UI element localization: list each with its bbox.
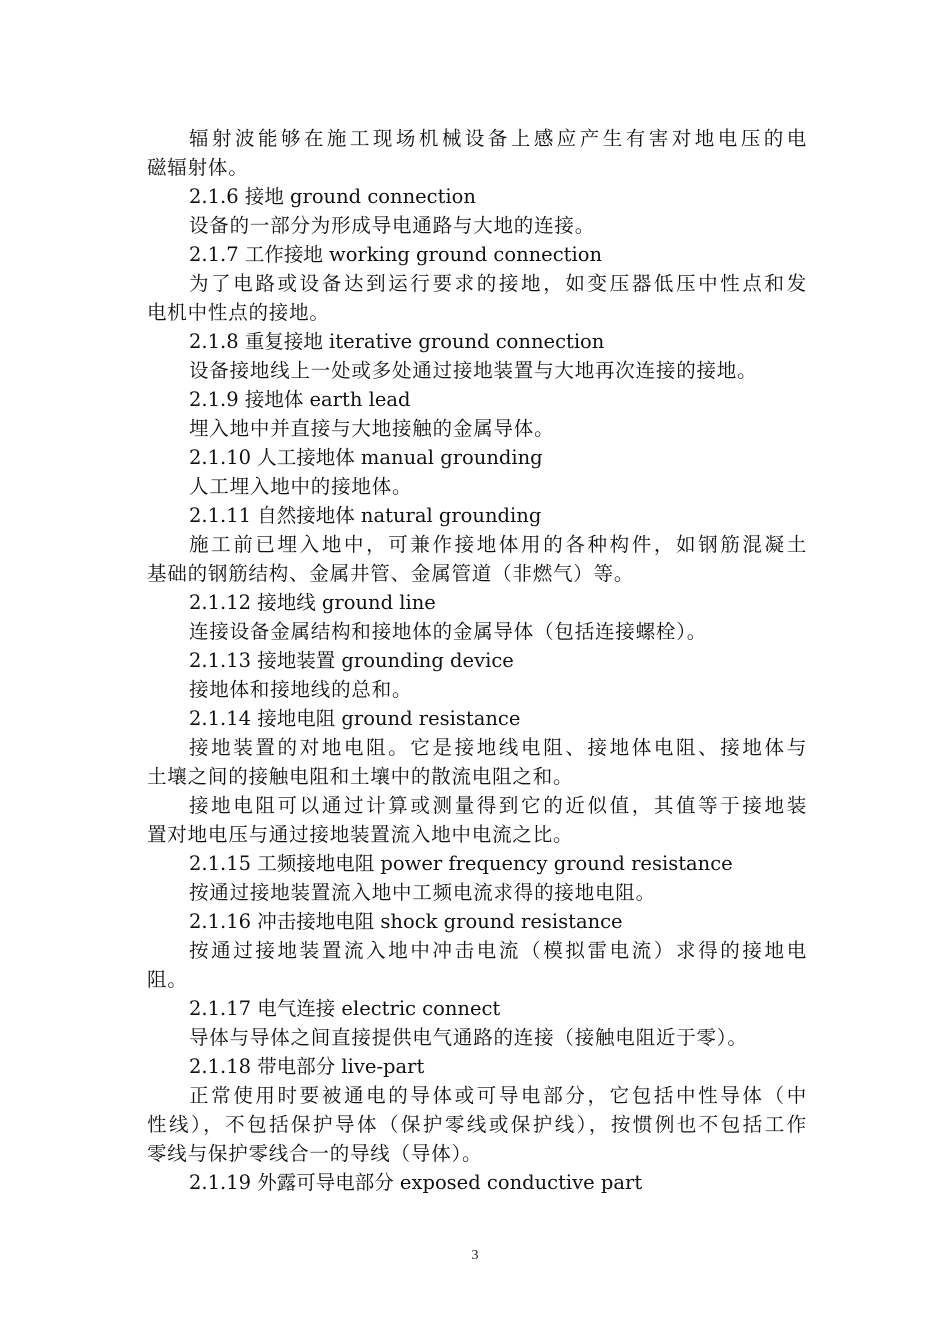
section-heading: 2.1.18 带电部分 live-part <box>189 1055 425 1078</box>
paragraph-line: 土壤之间的接触电阻和土壤中的散流电阻之和。 <box>147 765 574 788</box>
paragraph-line: 磁辐射体。 <box>147 156 249 179</box>
paragraph-line: 导体与导体之间直接提供电气通路的连接（接触电阻近于零）。 <box>189 1026 748 1049</box>
section-heading: 2.1.17 电气连接 electric connect <box>189 997 501 1020</box>
section-heading: 2.1.14 接地电阻 ground resistance <box>189 707 521 730</box>
paragraph-line: 零线与保护零线合一的导线（导体）。 <box>147 1142 483 1165</box>
paragraph-line: 连接设备金属结构和接地体的金属导体（包括连接螺栓）。 <box>189 620 708 643</box>
paragraph-line: 埋入地中并直接与大地接触的金属导体。 <box>189 417 555 440</box>
section-heading: 2.1.11 自然接地体 natural grounding <box>189 504 542 527</box>
paragraph-line: 接地电阻可以通过计算或测量得到它的近似值，其值等于接地装 <box>189 794 807 817</box>
section-heading: 2.1.6 接地 ground connection <box>189 185 476 208</box>
paragraph-line: 正常使用时要被通电的导体或可导电部分，它包括中性导体（中 <box>189 1084 807 1107</box>
paragraph-line: 按通过接地装置流入地中冲击电流（模拟雷电流）求得的接地电 <box>189 939 807 962</box>
paragraph-line: 设备接地线上一处或多处通过接地装置与大地再次连接的接地。 <box>189 359 758 382</box>
paragraph-line: 为了电路或设备达到运行要求的接地，如变压器低压中性点和发 <box>189 272 807 295</box>
page-body <box>147 124 807 1197</box>
paragraph-line: 按通过接地装置流入地中工频电流求得的接地电阻。 <box>189 881 656 904</box>
section-heading: 2.1.9 接地体 earth lead <box>189 388 411 411</box>
section-heading: 2.1.10 人工接地体 manual grounding <box>189 446 543 469</box>
paragraph-line: 接地装置的对地电阻。它是接地线电阻、接地体电阻、接地体与 <box>189 736 807 759</box>
section-heading: 2.1.19 外露可导电部分 exposed conductive part <box>189 1171 643 1194</box>
paragraph-line: 基础的钢筋结构、金属井管、金属管道（非燃气）等。 <box>147 562 635 585</box>
section-heading: 2.1.13 接地装置 grounding device <box>189 649 514 672</box>
paragraph-line: 阻。 <box>147 968 188 991</box>
paragraph-line: 性线），不包括保护导体（保护零线或保护线），按惯例也不包括工作 <box>147 1113 807 1136</box>
section-heading: 2.1.16 冲击接地电阻 shock ground resistance <box>189 910 623 933</box>
section-heading: 2.1.7 工作接地 working ground connection <box>189 243 603 266</box>
paragraph-line: 设备的一部分为形成导电通路与大地的连接。 <box>189 214 596 237</box>
paragraph-line: 置对地电压与通过接地装置流入地中电流之比。 <box>147 823 574 846</box>
paragraph-line: 辐射波能够在施工现场机械设备上感应产生有害对地电压的电 <box>189 127 807 150</box>
page-number: 3 <box>471 1248 479 1263</box>
paragraph-line: 施工前已埋入地中，可兼作接地体用的各种构件，如钢筋混凝土 <box>189 533 807 556</box>
section-heading: 2.1.8 重复接地 iterative ground connection <box>189 330 605 353</box>
paragraph-line: 电机中性点的接地。 <box>147 301 330 324</box>
section-heading: 2.1.12 接地线 ground line <box>189 591 436 614</box>
paragraph-line: 人工埋入地中的接地体。 <box>189 475 413 498</box>
paragraph-line: 接地体和接地线的总和。 <box>189 678 413 701</box>
section-heading: 2.1.15 工频接地电阻 power frequency ground resistance <box>189 852 733 875</box>
